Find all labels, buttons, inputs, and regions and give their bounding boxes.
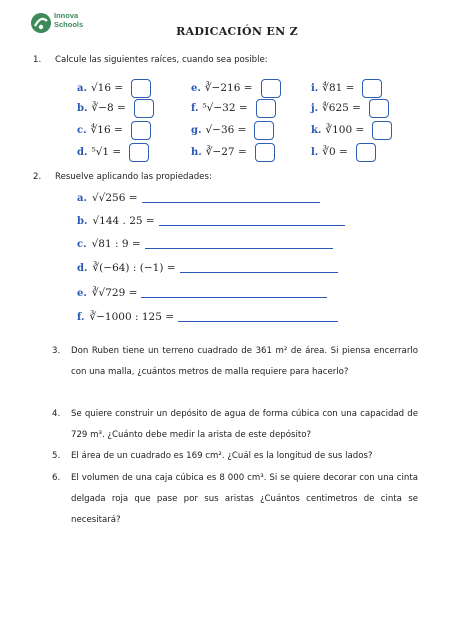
question-number: 2. — [33, 172, 42, 182]
q2-item: e. ∛√729 = — [77, 284, 327, 302]
question-number: 1. — [33, 55, 42, 65]
q2-item: a. √√256 = — [77, 189, 320, 207]
q1-item: k. ∛100 = — [311, 121, 392, 139]
q2-item: f. ∛−1000 : 125 = — [77, 308, 338, 326]
answer-box[interactable] — [254, 121, 274, 140]
q2-item: c. √81 : 9 = — [77, 235, 333, 253]
question-number: 5. — [52, 451, 61, 461]
q2-item: d. ∛(−64) : (−1) = — [77, 259, 338, 277]
answer-box[interactable] — [256, 99, 276, 118]
question-text: Se quiere construir un depósito de agua de forma cúbica con una capacidad de 729 m³. ¿Cuánto debe medir la arista de este depósito? — [71, 409, 418, 440]
answer-line[interactable] — [142, 202, 320, 203]
logo-text: Innova Schools — [54, 11, 84, 29]
answer-box[interactable] — [134, 99, 154, 118]
q1-item: d. ⁵√1 = — [77, 143, 149, 161]
answer-box[interactable] — [362, 79, 382, 98]
answer-box[interactable] — [129, 143, 149, 162]
question-prompt: Resuelve aplicando las propiedades: — [55, 172, 212, 182]
question-prompt: Calcule las siguientes raíces, cuando sea posible: — [55, 55, 268, 65]
q1-item: b. ∛−8 = — [77, 99, 154, 117]
answer-box[interactable] — [356, 143, 376, 162]
q1-item: a. √16 = — [77, 79, 151, 97]
answer-box[interactable] — [255, 143, 275, 162]
q1-item: j. ∜625 = — [311, 99, 389, 117]
q1-item: e. ∛−216 = — [191, 79, 281, 97]
answer-line[interactable] — [145, 248, 333, 249]
q1-item: l. ∛0 = — [311, 143, 376, 161]
q2-item: b. √144 . 25 = — [77, 212, 345, 230]
answer-box[interactable] — [369, 99, 389, 118]
page-title: RADICACIÓN EN Z — [176, 25, 298, 38]
answer-box[interactable] — [131, 79, 151, 98]
q1-item: h. ∛−27 = — [191, 143, 275, 161]
answer-line[interactable] — [180, 272, 338, 273]
answer-box[interactable] — [261, 79, 281, 98]
answer-box[interactable] — [131, 121, 151, 140]
answer-line[interactable] — [141, 297, 327, 298]
q1-item: i. ∜81 = — [311, 79, 382, 97]
answer-line[interactable] — [159, 225, 345, 226]
q1-item: c. ∜16 = — [77, 121, 151, 139]
question-number: 3. — [52, 346, 61, 356]
question-text: Don Ruben tiene un terreno cuadrado de 361 m² de área. Si piensa encerrarlo con una malla, ¿cuántos metros de malla requiere para hacerlo? — [71, 346, 418, 377]
q1-item: g. √−36 = — [191, 121, 274, 139]
answer-line[interactable] — [178, 321, 338, 322]
question-text: El área de un cuadrado es 169 cm². ¿Cuál es la longitud de sus lados? — [71, 451, 373, 461]
answer-box[interactable] — [372, 121, 392, 140]
q1-item: f. ⁵√−32 = — [191, 99, 276, 117]
question-number: 4. — [52, 409, 61, 419]
question-number: 6. — [52, 473, 61, 483]
question-text: El volumen de una caja cúbica es 8 000 cm³. Si se quiere decorar con una cinta delgada roja que pase por sus aristas ¿Cuántos centimetros de cinta se necesitará? — [71, 473, 418, 525]
